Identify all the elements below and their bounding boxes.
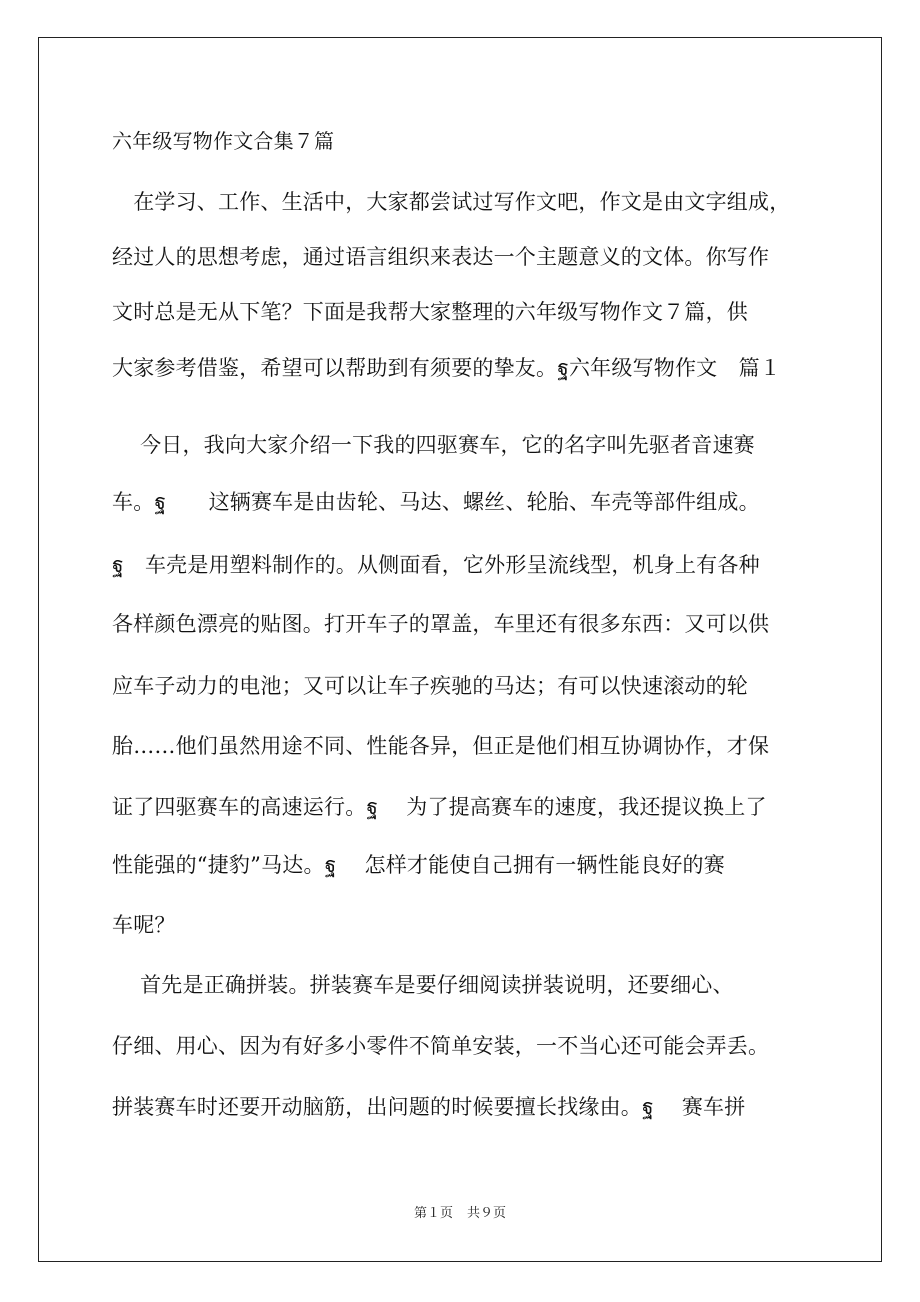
body-line: ฐ 车壳是用塑料制作的。从侧面看，它外形呈流线型，机身上有各种 [112, 553, 760, 577]
document-title: 六年级写物作文合集７篇 [112, 129, 335, 153]
body-line: 文时总是无从下笔？下面是我帮大家整理的六年级写物作文７篇，供 [112, 300, 748, 324]
body-line: 各样颜色漂亮的贴图。打开车子的罩盖，车里还有很多东西：又可以供 [112, 612, 770, 636]
body-line: 胎……他们虽然用途不同、性能各异，但正是他们相互协调协作，才保 [112, 734, 770, 758]
body-line: 证了四驱赛车的高速运行。ฐ 为了提高赛车的速度，我还提议换上了 [112, 795, 767, 819]
body-line: 大家参考借鉴，希望可以帮助到有须要的挚友。ฐ六年级写物作文 篇１ [112, 356, 781, 380]
page-border [38, 37, 882, 1262]
body-line: 在学习、工作、生活中，大家都尝试过写作文吧，作文是由文字组成， [112, 190, 791, 214]
body-line: 仔细、用心、因为有好多小零件不简单安装，一不当心还可能会弄丢。 [112, 1034, 770, 1058]
body-line: 今日，我向大家介绍一下我的四驱赛车，它的名字叫先驱者音速赛 [112, 433, 755, 457]
body-line: 拼装赛车时还要开动脑筋，出问题的时候要擅长找缘由。ฐ 赛车拼 [112, 1095, 746, 1119]
page-total: 共９页 [467, 1206, 507, 1221]
body-line: 性能强的“捷豹”马达。ฐ 怎样才能使自己拥有一辆性能良好的赛 [112, 853, 725, 877]
page-footer [0, 1205, 920, 1223]
body-line: 首先是正确拼装。拼装赛车是要仔细阅读拼装说明，还要细心、 [112, 973, 734, 997]
body-line: 车呢？ [112, 913, 176, 937]
body-line: 应车子动力的电池；又可以让车子疾驰的马达；有可以快速滚动的轮 [112, 674, 748, 698]
body-line: 经过人的思想考虑，通过语言组织来表达一个主题意义的文体。你写作 [112, 245, 770, 269]
page-number: 第１页 [413, 1206, 453, 1221]
body-line: 车。ฐ 这辆赛车是由齿轮、马达、螺丝、轮胎、车壳等部件组成。 [112, 490, 760, 514]
